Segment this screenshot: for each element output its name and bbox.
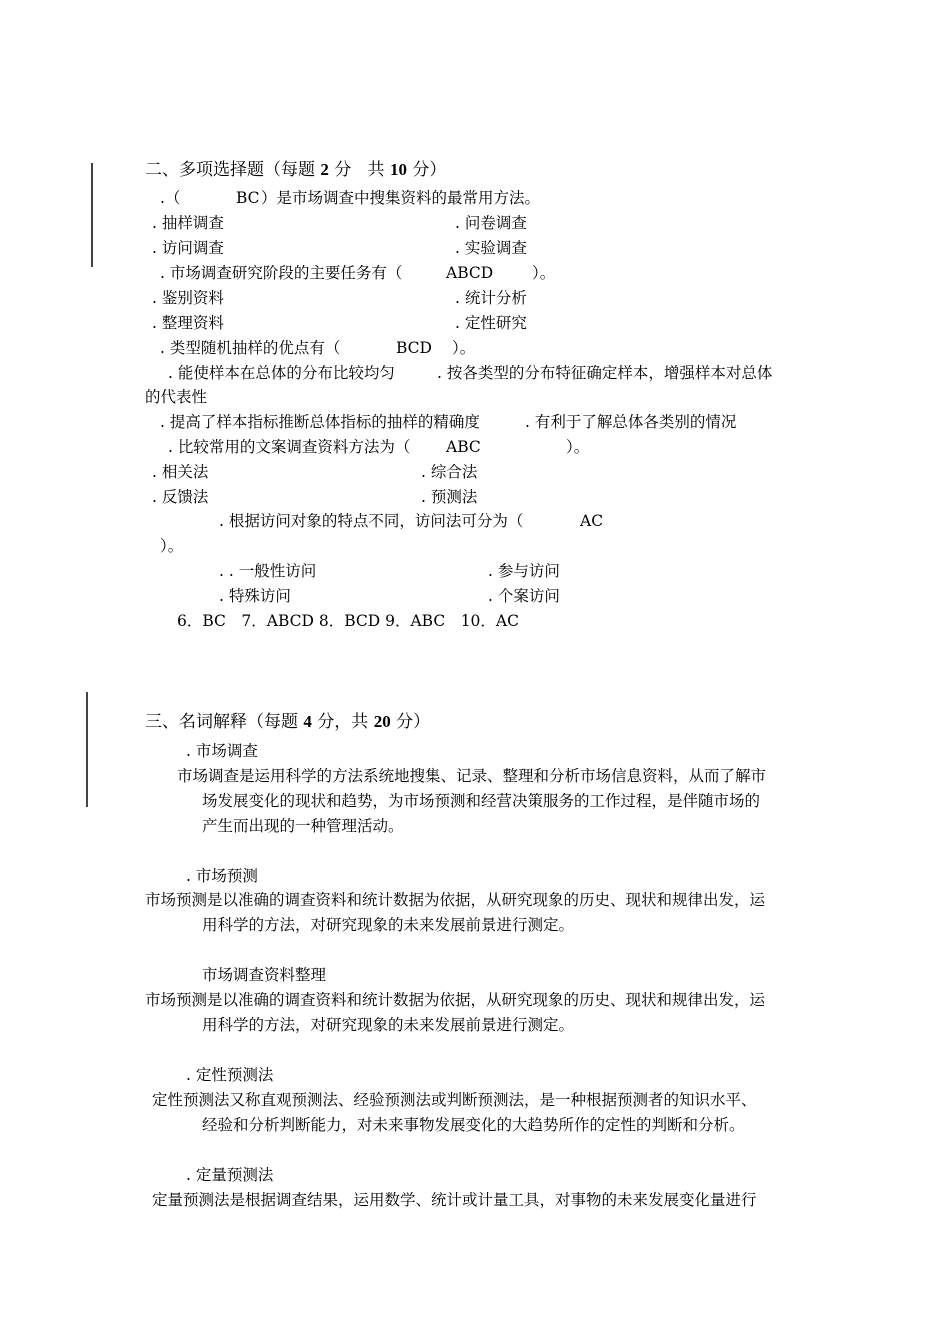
- term4-def-line1: 定性预测法又称直观预测法、经验预测法或判断预测法，是一种根据预测者的知识水平、: [152, 1091, 757, 1109]
- term2-def-line2: 用科学的方法，对研究现象的未来发展前景进行测定。: [202, 916, 575, 934]
- term3-def-line1: 市场预测是以准确的调查资料和统计数据为依据，从研究现象的历史、现状和规律出发，运: [145, 991, 766, 1009]
- answer-key: 6．BC 7．ABCD 8．BCD 9．ABC 10．AC: [177, 612, 519, 630]
- q8-option-d: . 有利于了解总体各类别的情况: [525, 413, 737, 431]
- section3-heading: 三、名词解释（每题 4 分，共 20 分）: [145, 712, 431, 732]
- term1-def-line2: 场发展变化的现状和趋势，为市场预测和经营决策服务的工作过程，是伴随市场的: [202, 792, 761, 810]
- q9-option-b: . 综合法: [421, 463, 478, 481]
- q8-option-b-cont: 的代表性: [145, 388, 208, 406]
- q8-option-c: . 提高了样本指标推断总体指标的抽样的精确度: [160, 413, 480, 431]
- term3-title: 市场调查资料整理: [202, 966, 327, 984]
- q8-answer: BCD: [396, 339, 432, 357]
- q8-text: . 类型随机抽样的优点有（: [160, 339, 341, 357]
- q6-text: ）是市场调查中搜集资料的最常用方法。: [261, 189, 541, 207]
- q9-option-d: . 预测法: [421, 488, 478, 506]
- term2-def-line1: 市场预测是以准确的调查资料和统计数据为依据，从研究现象的历史、现状和规律出发，运: [145, 891, 766, 909]
- q7-option-b: . 统计分析: [455, 289, 527, 307]
- q6-option-c: . 访问调查: [152, 239, 224, 257]
- q9-option-c: . 反馈法: [152, 488, 209, 506]
- q8-suffix: ）。: [452, 339, 476, 357]
- q9-answer: ABC: [446, 438, 481, 456]
- q7-answer: ABCD: [446, 264, 494, 282]
- q9-text: . 比较常用的文案调查资料方法为（: [168, 438, 411, 456]
- term1-title: . 市场调查: [186, 742, 258, 760]
- q8-option-b: . 按各类型的分布特征确定样本，增强样本对总体: [437, 364, 773, 382]
- term5-title: . 定量预测法: [186, 1166, 274, 1184]
- q7-suffix: ）。: [532, 264, 556, 282]
- q6-option-b: . 问卷调查: [455, 214, 527, 232]
- term1-def-line1: 市场调查是运用科学的方法系统地搜集、记录、整理和分析市场信息资料，从而了解市: [177, 767, 767, 785]
- q6-option-d: . 实验调查: [455, 239, 527, 257]
- q10-option-c: . 特殊访问: [219, 587, 291, 605]
- q6-answer: BC: [236, 189, 260, 207]
- q10-option-b: . 参与访问: [488, 562, 560, 580]
- q8-option-a: . 能使样本在总体的分布比较均匀: [168, 364, 395, 382]
- term1-def-line3: 产生而出现的一种管理活动。: [202, 817, 404, 835]
- term4-def-line2: 经验和分析判断能力，对未来事物发展变化的大趋势所作的定性的判断和分析。: [202, 1116, 745, 1134]
- q9-option-a: . 相关法: [152, 463, 209, 481]
- margin-bar-bottom: [86, 692, 88, 807]
- q10-text: . 根据访问对象的特点不同，访问法可分为（: [219, 512, 524, 530]
- section2-heading: 二、多项选择题（每题 2 分 共 10 分）: [145, 160, 447, 180]
- term5-def-line1: 定量预测法是根据调查结果，运用数学、统计或计量工具，对事物的未来发展变化量进行: [152, 1191, 757, 1209]
- q7-option-a: . 鉴别资料: [152, 289, 224, 307]
- q10-answer: AC: [580, 512, 604, 530]
- term2-title: . 市场预测: [186, 867, 258, 885]
- q7-option-d: . 定性研究: [455, 314, 527, 332]
- q7-option-c: . 整理资料: [152, 314, 224, 332]
- q10-option-a: . . 一般性访问: [219, 562, 317, 580]
- q9-suffix: ）。: [566, 438, 590, 456]
- q6-prefix: .（: [160, 189, 181, 207]
- q7-text: . 市场调查研究阶段的主要任务有（: [160, 264, 403, 282]
- margin-bar-top: [91, 163, 93, 267]
- term3-def-line2: 用科学的方法，对研究现象的未来发展前景进行测定。: [202, 1016, 575, 1034]
- q10-suffix: ）。: [160, 537, 184, 555]
- q6-option-a: . 抽样调查: [152, 214, 224, 232]
- q10-option-d: . 个案访问: [488, 587, 560, 605]
- term4-title: . 定性预测法: [186, 1066, 274, 1084]
